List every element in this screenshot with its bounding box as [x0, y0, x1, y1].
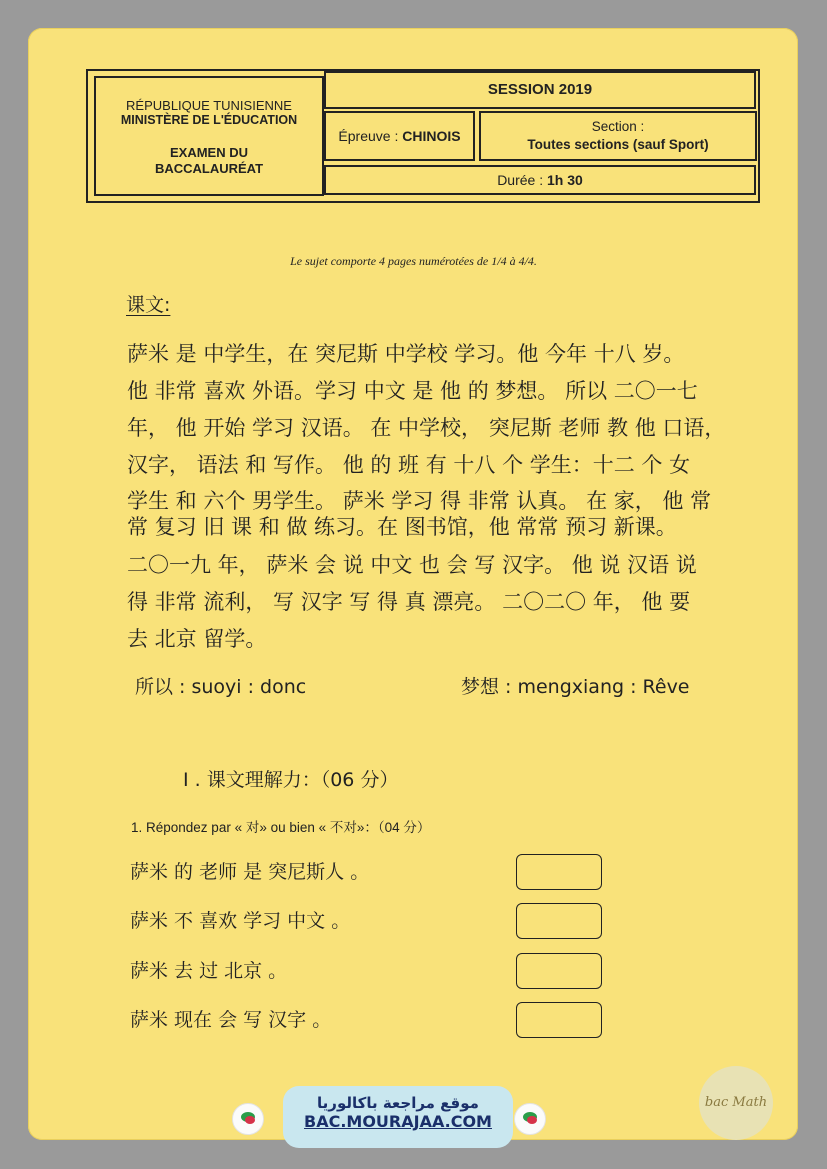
statement-1: 萨米 的 老师 是 突尼斯人 。 — [130, 861, 370, 883]
epreuve-label: Épreuve : — [338, 128, 403, 144]
section-label: Section : — [591, 119, 645, 134]
exam-header — [86, 69, 760, 203]
statement-4: 萨米 现在 会 写 汉字 。 — [130, 1009, 332, 1031]
answer-box-1[interactable] — [516, 854, 602, 890]
epreuve-cell — [324, 111, 475, 161]
duree-label: Durée : — [497, 172, 547, 188]
gloss-mengxiang: 梦想 : mengxiang : Rêve — [461, 676, 690, 698]
gloss-suoyi: 所以 : suoyi : donc — [135, 676, 307, 698]
section-cell — [479, 111, 757, 161]
issuer-box — [94, 76, 324, 196]
text-line: 他 非常 喜欢 外语。学习 中文 是 他 的 梦想。 所以 二〇一七 — [127, 379, 698, 403]
section-1-instruction: 1. Répondez par « 对» ou bien « 不对»：（04 分） — [131, 820, 431, 835]
subject-note: Le sujet comporte 4 pages numérotées de 1/4 à 4/4. — [290, 254, 537, 268]
ministry-label: MINISTÈRE DE L'ÉDUCATION — [120, 113, 298, 127]
text-line: 萨米 是 中学生，在 突尼斯 中学校 学习。他 今年 十八 岁。 — [127, 342, 685, 366]
bacmath-logo: bac Math — [699, 1066, 773, 1140]
answer-box-2[interactable] — [516, 903, 602, 939]
site-url-link[interactable]: BAC.MOURAJAA.COM — [304, 1112, 492, 1131]
exam-title — [96, 145, 322, 177]
session-cell: SESSION 2019 — [324, 71, 756, 109]
site-logo-right — [514, 1103, 546, 1135]
text-line: 学生 和 六个 男学生。 萨米 学习 得 非常 认真。 在 家， 他 常 — [127, 489, 712, 513]
epreuve-value: CHINOIS — [402, 128, 461, 144]
text-line: 常 复习 旧 课 和 做 练习。在 图书馆，他 常常 预习 新课。 — [127, 515, 677, 539]
text-line: 二〇一九 年， 萨米 会 说 中文 也 会 写 汉字。 他 说 汉语 说 — [127, 553, 697, 577]
site-logo-left — [232, 1103, 264, 1135]
statement-2: 萨米 不 喜欢 学习 中文 。 — [130, 910, 351, 932]
statement-3: 萨米 去 过 北京 。 — [130, 960, 288, 982]
answer-box-4[interactable] — [516, 1002, 602, 1038]
text-line: 年， 他 开始 学习 汉语。 在 中学校， 突尼斯 老师 教 他 口语， — [127, 416, 726, 440]
text-line: 得 非常 流利， 写 汉字 写 得 真 漂亮。 二〇二〇 年， 他 要 — [127, 590, 691, 614]
text-title: 课文: — [126, 294, 171, 316]
section-1-title: I . 课文理解力：（06 分） — [183, 769, 399, 791]
duree-value: 1h 30 — [547, 172, 583, 188]
exam-line-1: EXAMEN DU — [169, 145, 248, 160]
site-name-arabic: موقع مراجعة باكالوريا — [317, 1094, 479, 1112]
duree-cell — [324, 165, 756, 195]
answer-box-3[interactable] — [516, 953, 602, 989]
exam-line-2: BACCALAURÉAT — [154, 161, 264, 176]
text-line: 汉字， 语法 和 写作。 他 的 班 有 十八 个 学生：十二 个 女 — [127, 453, 691, 477]
site-badge[interactable] — [283, 1086, 513, 1148]
section-value: Toutes sections (sauf Sport) — [527, 137, 709, 152]
text-line: 去 北京 留学。 — [127, 627, 267, 651]
republic-label: RÉPUBLIQUE TUNISIENNE — [126, 98, 292, 113]
